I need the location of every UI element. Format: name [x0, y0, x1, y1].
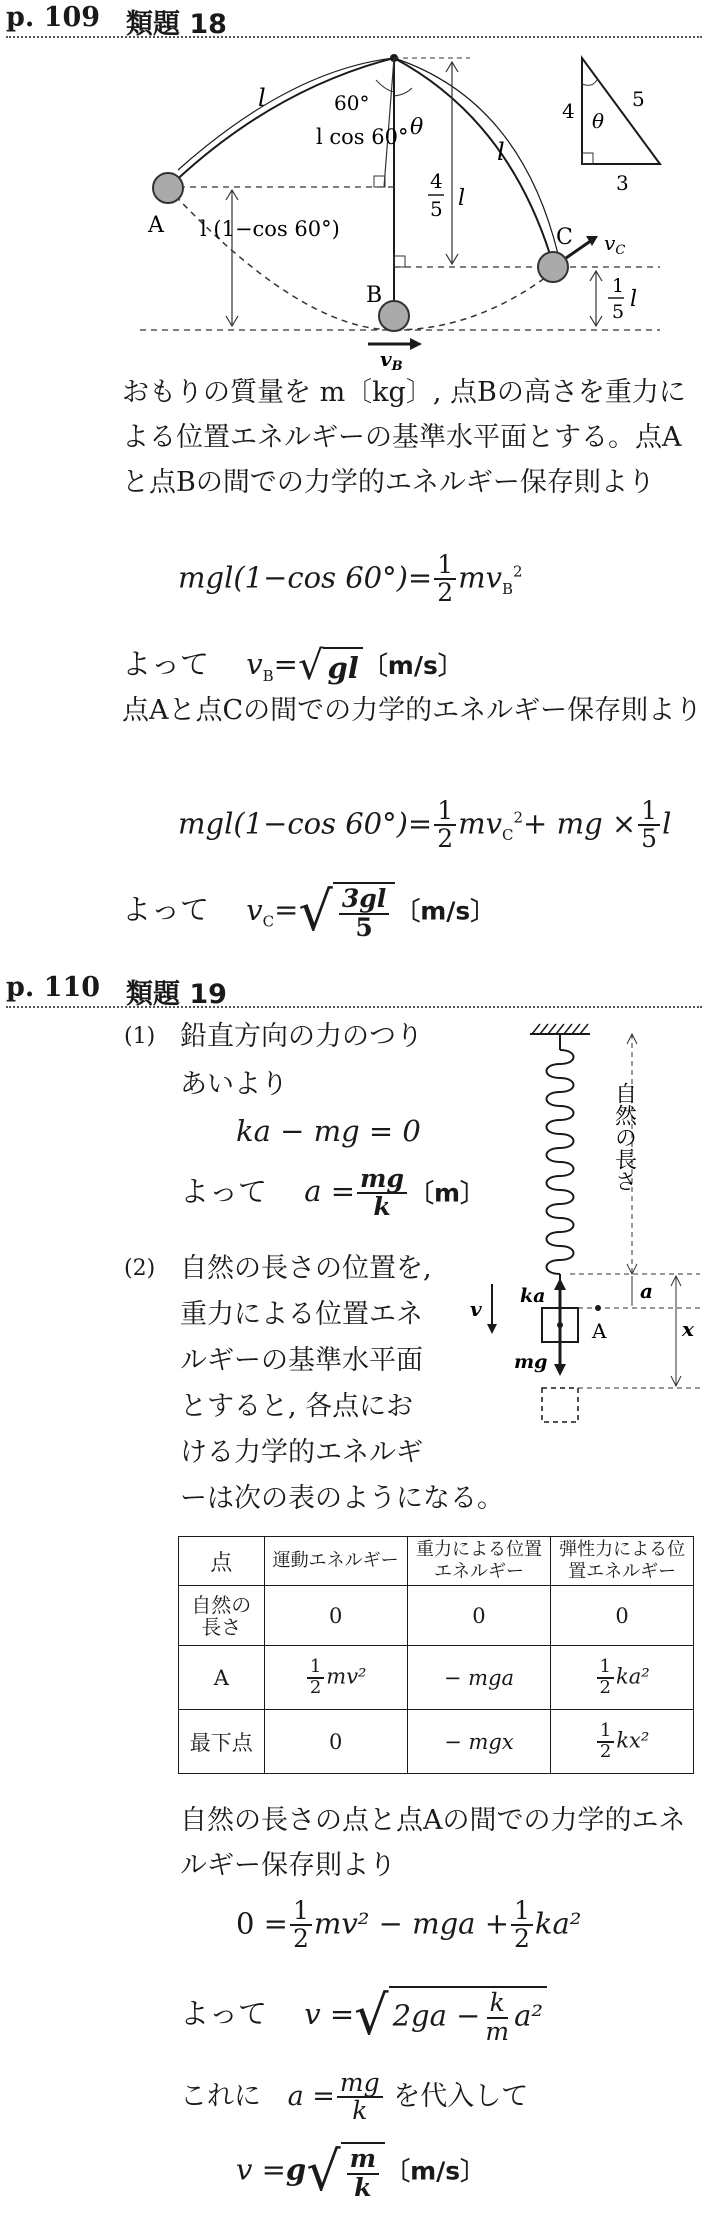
- label-60: 60°: [334, 91, 370, 115]
- eq1-sup: 2: [513, 562, 523, 581]
- bob-A: [153, 173, 183, 203]
- res2-lhs: v: [246, 892, 263, 927]
- row3-point: 最下点: [179, 1710, 265, 1774]
- paragraph-2: 点Aと点Cの間での力学的エネルギー保存則より: [122, 695, 703, 726]
- res2-eq: =: [274, 892, 299, 927]
- item-number-2: (2): [124, 1256, 156, 1281]
- label-vB: $v_B$: [380, 347, 403, 374]
- dotted-divider: [6, 1006, 702, 1008]
- sub-frac: $\frac{mg}{k}$: [337, 2070, 383, 2125]
- sqrt-icon: √: [297, 643, 324, 689]
- arrow-vB-head: [410, 338, 422, 350]
- label-A: A: [148, 213, 164, 238]
- item-number-1: (1): [124, 1024, 156, 1049]
- item2-line-1: 重力による位置エネ: [180, 1299, 423, 1330]
- res5-radicand: $\frac{m}{k}$: [341, 2142, 385, 2201]
- row2-point: A: [179, 1646, 265, 1710]
- sub-text2: を代入して: [393, 2080, 529, 2112]
- res5-lhs: v =: [236, 2152, 286, 2187]
- label-x: x: [682, 1317, 694, 1341]
- res3-frac: $\frac{mg}{k}$: [357, 1166, 407, 1221]
- result-1: [122, 642, 463, 689]
- res4-radicand: 2ga − $\frac{k}{m}$ a²: [389, 1986, 547, 2045]
- point-A-dot: [595, 1305, 601, 1311]
- label-15-num: 1: [612, 275, 625, 297]
- eq2-plus: + mg ×: [523, 806, 637, 841]
- page-number: p. 109: [6, 2, 101, 33]
- eq1-right: mv: [458, 560, 503, 595]
- result-4: [180, 1984, 547, 2047]
- paragraph-1: おもりの質量を m〔kg〕, 点Bの高さを重力による位置エネルギーの基準水平面とする。点Aと点Bの間での力学的エネルギー保存則より: [122, 377, 686, 498]
- spring-figure: [460, 1012, 710, 1452]
- equation-1: [178, 552, 523, 607]
- row1-point: 自然の長さ: [179, 1586, 265, 1646]
- row3-ke: 0: [264, 1710, 407, 1774]
- res2-unit: 〔m/s〕: [395, 896, 496, 926]
- right-angle-C: [394, 256, 405, 267]
- label-ka: ka: [520, 1285, 546, 1307]
- result-3: [180, 1166, 485, 1221]
- res1-val: gl: [323, 647, 362, 685]
- th-pe: 重力による位置エネルギー: [407, 1537, 550, 1586]
- swing-arc: [168, 188, 558, 330]
- label-l2: l: [497, 138, 505, 166]
- equation-2: [178, 798, 671, 853]
- ceiling-hatch: [532, 1024, 588, 1034]
- result-2: [122, 880, 495, 943]
- equation-3: ka − mg = 0: [236, 1114, 421, 1148]
- label-l1: l: [258, 84, 266, 112]
- label-C: C: [556, 225, 573, 250]
- label-lcos: l cos 60°: [316, 125, 409, 149]
- item2-line-3: とすると, 各点にお: [180, 1391, 414, 1422]
- row2-pe: − mga: [407, 1646, 550, 1710]
- th-ke: 運動エネルギー: [264, 1537, 407, 1586]
- equation-4: [236, 1898, 581, 1953]
- label-45-den: 5: [430, 197, 443, 221]
- row1-pe: 0: [407, 1586, 550, 1646]
- section-header-110: [6, 972, 718, 1008]
- row2-el: $\frac{1}{2}$ ka²: [551, 1646, 694, 1710]
- lowest-block: [542, 1388, 578, 1422]
- item2-line-5: ーは次の表のようになる。: [180, 1483, 504, 1514]
- dotted-divider: [6, 36, 702, 38]
- result-5: [236, 2140, 485, 2203]
- row2-ke: $\frac{1}{2}$ mv²: [264, 1646, 407, 1710]
- eq4-f2: $\frac{1}{2}$: [511, 1898, 533, 1953]
- res5-g: g: [285, 2152, 307, 2187]
- res2-num: 3gl: [339, 886, 389, 914]
- row3-pe: − mgx: [407, 1710, 550, 1774]
- item2-line-2: ルギーの基準水平面: [180, 1345, 423, 1376]
- bob-C: [538, 252, 568, 282]
- label-45-num: 4: [430, 169, 443, 193]
- eq4-a: mv² − mga +: [313, 1906, 509, 1941]
- eq2-mid: mv: [458, 806, 503, 841]
- tri-theta: θ: [592, 109, 605, 133]
- angle-theta-arc: [394, 88, 412, 96]
- tri-angle-arc: [582, 80, 597, 85]
- eq4-lhs: 0 =: [236, 1906, 288, 1941]
- label-one-minus: l (1−cos 60°): [200, 217, 340, 241]
- eq1-sub: B: [502, 580, 514, 599]
- eq1-left: mgl(1−cos 60°)=: [178, 560, 433, 595]
- eq2-frac: $\frac{1}{2}$: [434, 798, 456, 853]
- eq2-l: l: [662, 806, 672, 841]
- eq2-left: mgl(1−cos 60°)=: [178, 806, 433, 841]
- item1-line-a: 鉛直方向の力のつり: [180, 1021, 423, 1052]
- eq4-b: ka²: [534, 1906, 582, 1941]
- label-B: B: [366, 283, 383, 308]
- th-point: 点: [179, 1537, 265, 1586]
- res3-lhs: a =: [304, 1174, 356, 1209]
- yotte-2: よって: [122, 892, 210, 927]
- string-C: [394, 58, 553, 264]
- row3-el: $\frac{1}{2}$ kx²: [551, 1710, 694, 1774]
- tri-5: 5: [632, 87, 645, 111]
- eq2-sup: 2: [513, 808, 524, 827]
- substitution-line: [180, 2070, 528, 2125]
- string-A: [168, 58, 394, 188]
- label-theta: θ: [410, 115, 424, 140]
- th-el: 弾性力による位置エネルギー: [551, 1537, 694, 1586]
- sqrt-icon: √: [298, 880, 333, 943]
- label-vC: $v_C$: [604, 231, 626, 258]
- eq2-sub: C: [502, 826, 514, 845]
- label-15-l: l: [630, 287, 638, 312]
- res1-unit: 〔m/s〕: [362, 651, 463, 680]
- section-title: 類題 19: [126, 979, 227, 1010]
- res1-sub: B: [262, 666, 274, 685]
- table-row: [179, 1646, 694, 1710]
- res2-radicand: [333, 882, 395, 941]
- res1-lhs: v: [246, 647, 263, 681]
- res2-den: 5: [355, 912, 373, 942]
- label-mg: mg: [514, 1351, 548, 1373]
- label-natural: 自然の長さ: [611, 1082, 637, 1192]
- table-row: [179, 1710, 694, 1774]
- section-title: 類題 18: [126, 9, 227, 40]
- yotte-4: よって: [180, 1996, 268, 2031]
- tri-right-angle: [582, 153, 593, 164]
- res2-sub: C: [262, 912, 275, 931]
- right-angle-A: [374, 176, 385, 187]
- yotte-1: よって: [122, 647, 210, 681]
- row1-ke: 0: [264, 1586, 407, 1646]
- arrow-v-head: [487, 1324, 497, 1334]
- spring-coil: [547, 1050, 574, 1274]
- page-number: p. 110: [6, 972, 101, 1003]
- tri-3: 3: [616, 171, 629, 195]
- energy-table: [178, 1536, 694, 1774]
- eq4-f1: $\frac{1}{2}$: [290, 1898, 312, 1953]
- string-C-outer: [394, 58, 558, 254]
- res5-unit: 〔m/s〕: [385, 2156, 486, 2186]
- item2-line-4: ける力学的エネルギ: [180, 1437, 423, 1468]
- res4-lhs: v =: [304, 1996, 355, 2031]
- arrow-mg-head: [554, 1364, 566, 1376]
- sqrt-icon: √: [354, 1984, 389, 2047]
- row1-el: 0: [551, 1586, 694, 1646]
- pendulum-figure: [0, 40, 720, 374]
- bob-B: [379, 301, 409, 331]
- item2-line-0: 自然の長さの位置を,: [180, 1253, 432, 1284]
- eq1-frac: $\frac{1}{2}$: [434, 552, 456, 607]
- lcos-line: [384, 58, 394, 187]
- eq2-frac2: $\frac{1}{5}$: [638, 798, 660, 853]
- label-45-l: l: [458, 186, 466, 211]
- arrow-ka-head: [554, 1278, 566, 1290]
- paragraph-3: 自然の長さの点と点Aの間での力学的エネルギー保存則より: [180, 1805, 686, 1881]
- section-header-109: [6, 2, 718, 38]
- tri-4: 4: [562, 99, 575, 123]
- label-15-den: 5: [612, 301, 625, 323]
- item1-line-b: あいより: [180, 1069, 288, 1100]
- sub-lhs: a =: [287, 2080, 335, 2112]
- label-A: A: [592, 1319, 607, 1343]
- label-a: a: [640, 1279, 653, 1303]
- table-header-row: [179, 1537, 694, 1586]
- table-row: [179, 1586, 694, 1646]
- res3-unit: 〔m〕: [408, 1178, 486, 1208]
- label-v: v: [470, 1297, 482, 1321]
- yotte-3: よって: [180, 1174, 268, 1209]
- sqrt-icon: √: [306, 2140, 341, 2203]
- sub-text1: これに: [180, 2080, 261, 2112]
- res1-eq: =: [273, 647, 298, 681]
